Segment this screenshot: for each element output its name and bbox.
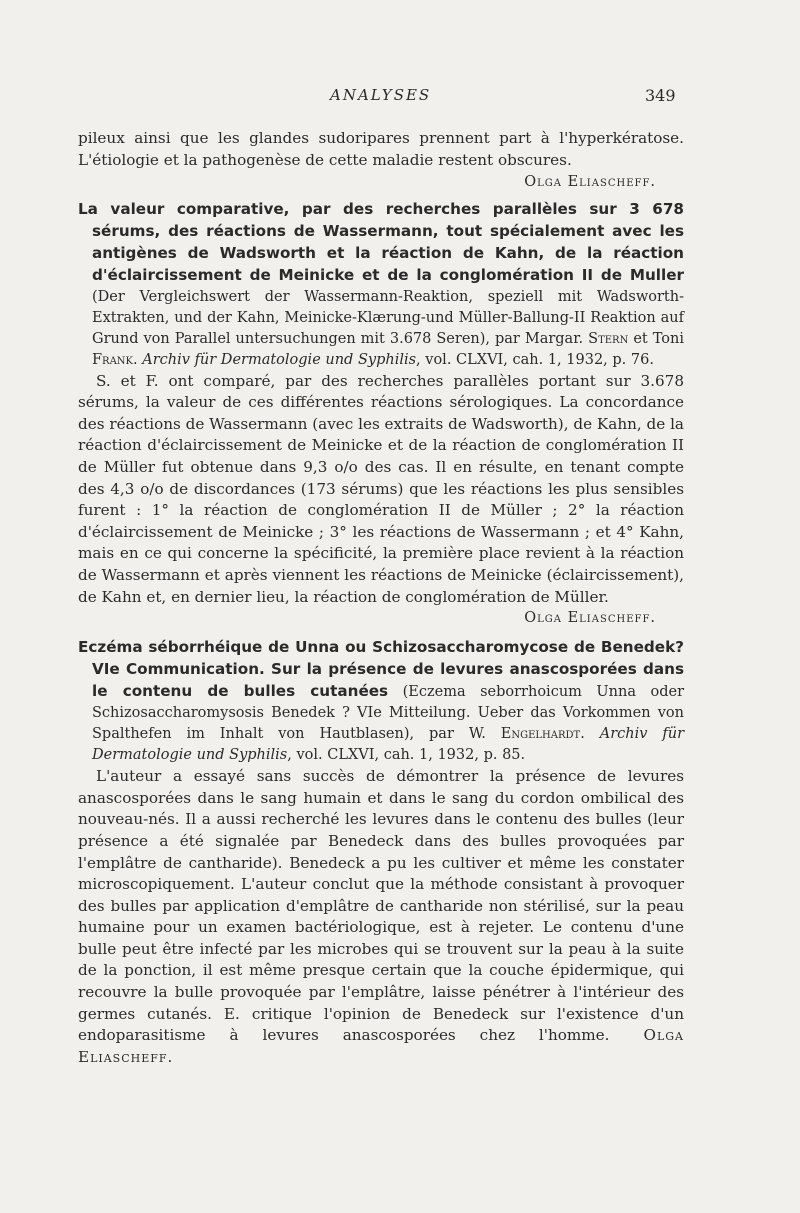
- article2-ref-tail: , vol. CLXVI, cah. 1, 1932, p. 85.: [287, 747, 526, 764]
- article-eczema: [78, 637, 684, 1068]
- article1-author1: Stern: [588, 330, 629, 347]
- intro-signature: Olga Eliascheff.: [524, 173, 656, 190]
- article2-body-text: L'auteur a essayé sans succès de démontrer la présence de levures anascosporées dans le sang humain et dans le sang du cordon ombilical des nouveau-nés. Il a aussi recherché les levures dans le contenu des bulles (leur présence a été signalée par Benedeck dans des bulles provoquées par l'emplâtre de cantharide). Benedeck a pu les cultiver et même les constater microscopiquement. L'auteur conclut que la méthode consistant à provoquer des bulles par application d'emplâtre de cantharide non stérilisé, sur la peau humaine pour un examen bactériologique, est à rejeter. Le contenu d'une bulle peut être infecté par les microbes qui se trouvent sur la peau à la suite de la ponction, il est même presque certain que la couche épidermique, qui recouvre la bulle provoquée par l'emplâtre, laisse pénétrer à l'intérieur des germes cutanés. E. critique l'opinion de Benedeck sur l'existence d'un endoparasitisme à levures anascosporées chez l'homme.: [78, 767, 684, 1045]
- page-number: 349: [645, 86, 676, 105]
- article1-journal: Archiv für Dermatologie und Syphilis: [142, 351, 417, 368]
- article2-author: Engelhardt: [500, 726, 581, 743]
- article-wassermann: [78, 199, 684, 630]
- intro-paragraph: pileux ainsi que les glandes sudoripares prennent part à l'hyperkératose. L'étiologie et la pathogenèse de cette maladie restent obscures.: [78, 129, 684, 169]
- article1-ref-german: (Der Vergleichswert der Wassermann-Reaktion, speziell mit Wadsworth-Extrakten, und der Kahn, Meinicke-Klærung-und Müller-Ballung-II Reaktion auf Grund von Parallel untersuchungen mit 3.678 Seren), par Margar.: [92, 288, 684, 347]
- article2-heading: [78, 637, 684, 766]
- article2-signature: Olga Eliascheff.: [78, 1026, 684, 1066]
- article2-title: Eczéma séborrhéique de Unna ou Schizosaccharomycose de Benedek? VIe Communication. Sur la présence de levures anascosporées dans le contenu de bulles cutanées: [78, 638, 684, 701]
- article1-ref-sep: .: [133, 351, 143, 368]
- article2-ref-sep: .: [580, 726, 600, 743]
- article1-ref-mid: et Toni: [628, 330, 684, 347]
- article1-ref-tail: , vol. CLXVI, cah. 1, 1932, p. 76.: [416, 351, 654, 368]
- running-header: [0, 86, 800, 110]
- article1-signature: Olga Eliascheff.: [524, 610, 656, 627]
- article2-ref-german: (Eczema seborrhoicum Unna oder Schizosaccharomysosis Benedek ? VIe Mitteilung. Ueber das Vorkommen von Spalthefen im Inhalt von Hautblasen), par W.: [92, 684, 684, 743]
- article1-body: S. et F. ont comparé, par des recherches parallèles portant sur 3.678 sérums, la valeur de ces différentes réactions sérologiques. La concordance des réactions de Wassermann (avec les extraits de Wadsworth), de Kahn, de la réaction d'éclaircissement de Meinicke et de la réaction de conglomération II de Müller fut obtenue dans 9,3 o/o des cas. Il en résulte, en tenant compte des 4,3 o/o de discordances (173 sérums) que les réactions les plus sensibles furent : 1° la réaction de conglomération II de Müller ; 2° la réaction d'éclaircissement de Meinicke ; 3° les réactions de Wassermann ; et 4° Kahn, mais en ce qui concerne la spécificité, la première place revient à la réaction de Wassermann et après viennent les réactions de Meinicke (éclaircissement), de Kahn et, en dernier lieu, la réaction de conglomération de Müller.: [78, 371, 684, 606]
- article2-journal: Archiv für Dermatologie und Syphilis: [92, 726, 684, 764]
- article2-body: [78, 766, 684, 1068]
- article1-title: La valeur comparative, par des recherches parallèles sur 3 678 sérums, des réactions de Wassermann, tout spécialement avec les antigènes de Wadsworth et la réaction de Kahn, de la réaction d'éclaircissement de Meinicke et de la conglomération II de Muller: [78, 199, 684, 284]
- running-title: ANALYSES: [330, 86, 432, 104]
- page-body: [78, 128, 684, 1068]
- article1-author2: Frank: [92, 351, 134, 368]
- article1-heading: [78, 199, 684, 371]
